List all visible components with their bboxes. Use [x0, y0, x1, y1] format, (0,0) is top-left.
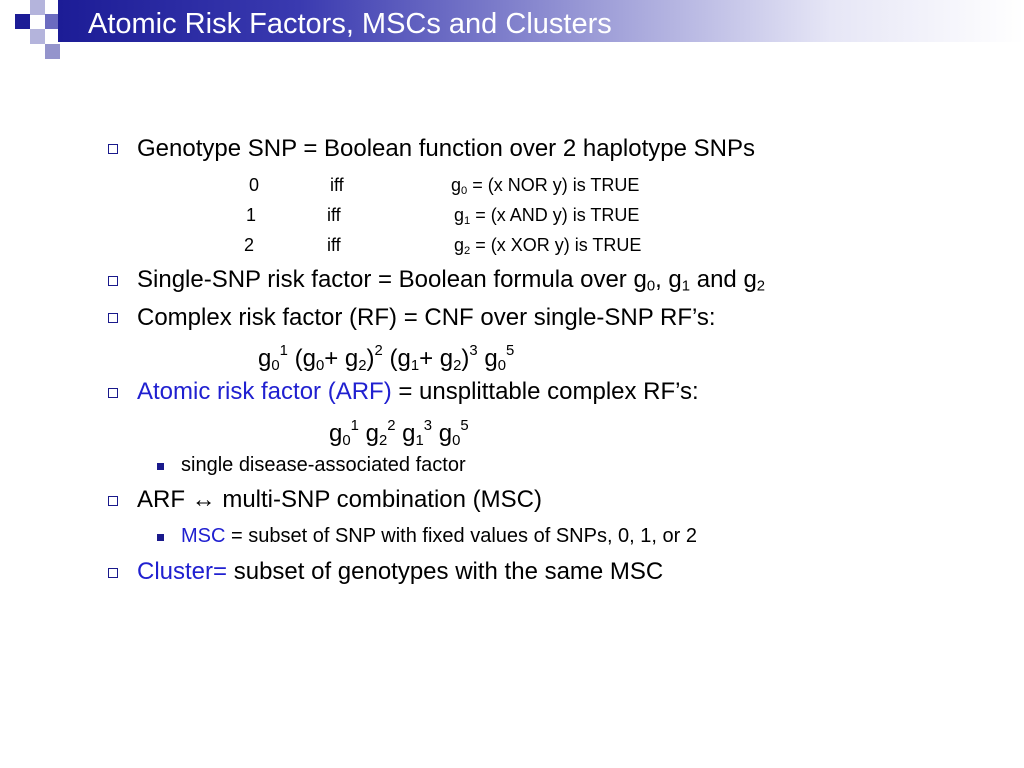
- bullet-atomic-rf: Atomic risk factor (ARF) = unsplittable complex RF’s:: [137, 378, 699, 405]
- arf-term: Atomic risk factor (ARF): [137, 378, 392, 405]
- truth-expr: $g_2 = (x$ XOR y) is TRUE: [454, 235, 642, 257]
- bullet-genotype-snp: Genotype SNP = Boolean function over 2 haplotype SNPs: [137, 135, 755, 162]
- truth-value: 2: [244, 235, 255, 255]
- subbullet-disease-factor: single disease-associated factor: [181, 454, 466, 476]
- hollow-square-bullet-icon: [108, 276, 118, 286]
- truth-iff: iff: [330, 175, 344, 195]
- truth-value: 1: [246, 205, 257, 225]
- slide-title: Atomic Risk Factors, MSCs and Clusters: [88, 8, 612, 40]
- bullet-complex-rf: Complex risk factor (RF) = CNF over single-SNP RF’s:: [137, 304, 716, 331]
- hollow-square-bullet-icon: [108, 496, 118, 506]
- filled-square-bullet-icon: [157, 534, 164, 541]
- bullet-arf-msc: ARF ↔ multi-SNP combination (MSC): [137, 486, 542, 513]
- cluster-term: Cluster=: [137, 558, 228, 585]
- truth-value: 0: [249, 175, 260, 195]
- hollow-square-bullet-icon: [108, 144, 118, 154]
- truth-expr: $g_0 = (x$ NOR y) is TRUE: [451, 175, 640, 197]
- truth-expr: $g_1 = (x$ AND y) is TRUE: [454, 205, 640, 227]
- bullet-cluster: Cluster= subset of genotypes with the same MSC: [137, 558, 664, 585]
- truth-iff: iff: [327, 205, 341, 225]
- subbullet-msc: MSC = subset of SNP with fixed values of SNPs, 0, 1, or 2: [181, 525, 697, 547]
- msc-term: MSC: [181, 525, 226, 547]
- hollow-square-bullet-icon: [108, 388, 118, 398]
- filled-square-bullet-icon: [157, 463, 164, 470]
- formula-arf: $g_0^1$ $g_2^2$ $g_1^3$ $g_0^5$: [329, 418, 469, 449]
- formula-cnf: $g_0^1$ $(g_0+ g_2)^2$ $(g_1+ g_2)^3$ $g_0^5$: [258, 343, 515, 374]
- hollow-square-bullet-icon: [108, 313, 118, 323]
- hollow-square-bullet-icon: [108, 568, 118, 578]
- truth-iff: iff: [327, 235, 341, 255]
- bullet-single-snp: Single-SNP risk factor = Boolean formula over $g_0$, $g_1$ and $g_2$: [137, 266, 766, 295]
